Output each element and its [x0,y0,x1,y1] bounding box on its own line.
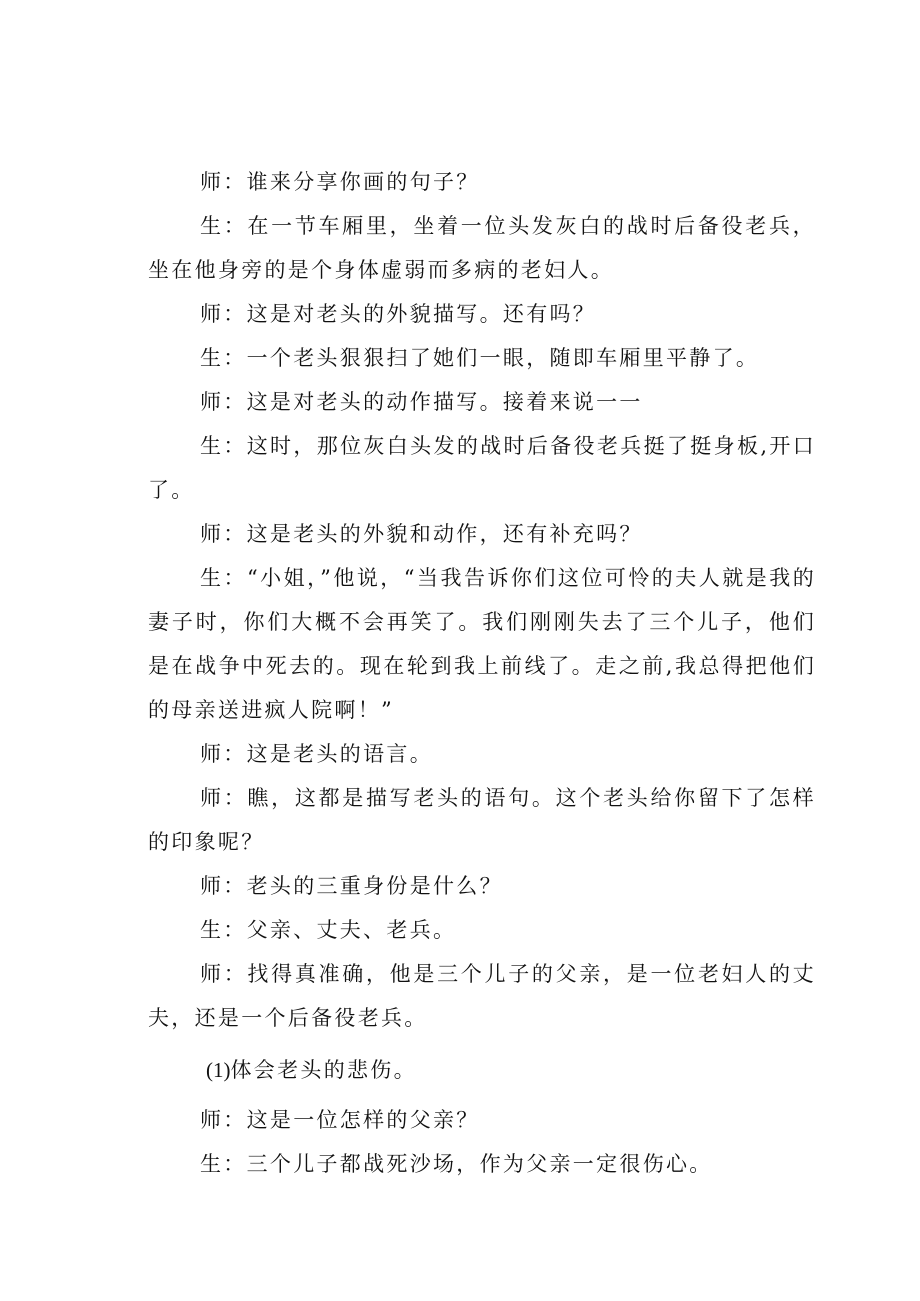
dialogue-paragraph: 师：这是一位怎样的父亲？ [200,1108,480,1132]
dialogue-paragraph: 师：瞧，这都是描写老头的语句。这个老头给你留下了怎样的印象呢？ [148,786,816,854]
dialogue-paragraph: 生：父亲、丈夫、老兵。 [200,918,457,942]
dialogue-paragraph: 生：这时，那位灰白头发的战时后备役老兵挺了挺身板,开口了。 [148,434,816,502]
dialogue-paragraph: 师：老头的三重身份是什么？ [200,874,503,898]
subheading-text: 体会老头的悲伤。 [230,1058,417,1082]
dialogue-paragraph: 生：三个儿子都战死沙场，作为父亲一定很伤心。 [200,1152,713,1176]
dialogue-paragraph: 生：“小姐，”他说，“当我告诉你们这位可怜的夫人就是我的妻子时，你们大概不会再笑了。我们刚刚失去了三个儿子，他们是在战争中死去的。现在轮到我上前线了。走之前,我总得把他们的母亲送进疯人院啊！” [148,566,816,722]
section-subheading [148,1048,816,1092]
dialogue-paragraph: 师：找得真准确，他是三个儿子的父亲，是一位老妇人的丈夫，还是一个后备役老兵。 [148,962,816,1030]
dialogue-paragraph: 生：在一节车厢里，坐着一位头发灰白的战时后备役老兵，坐在他身旁的是个身体虚弱而多病的老妇人。 [148,214,816,282]
dialogue-paragraph: 师：这是老头的语言。 [200,742,433,766]
dialogue-paragraph: 师：这是对老头的动作描写。接着来说一一 [200,390,643,414]
dialogue-paragraph: 师：谁来分享你画的句子？ [200,170,480,194]
dialogue-paragraph: 师：这是老头的外貌和动作，还有补充吗？ [200,522,643,546]
dialogue-paragraph: 生：一个老头狠狠扫了她们一眼，随即车厢里平静了。 [200,346,760,370]
subheading-number: (1) [206,1058,231,1082]
dialogue-paragraph: 师：这是对老头的外貌描写。还有吗？ [200,302,597,326]
document-body [148,160,816,1186]
